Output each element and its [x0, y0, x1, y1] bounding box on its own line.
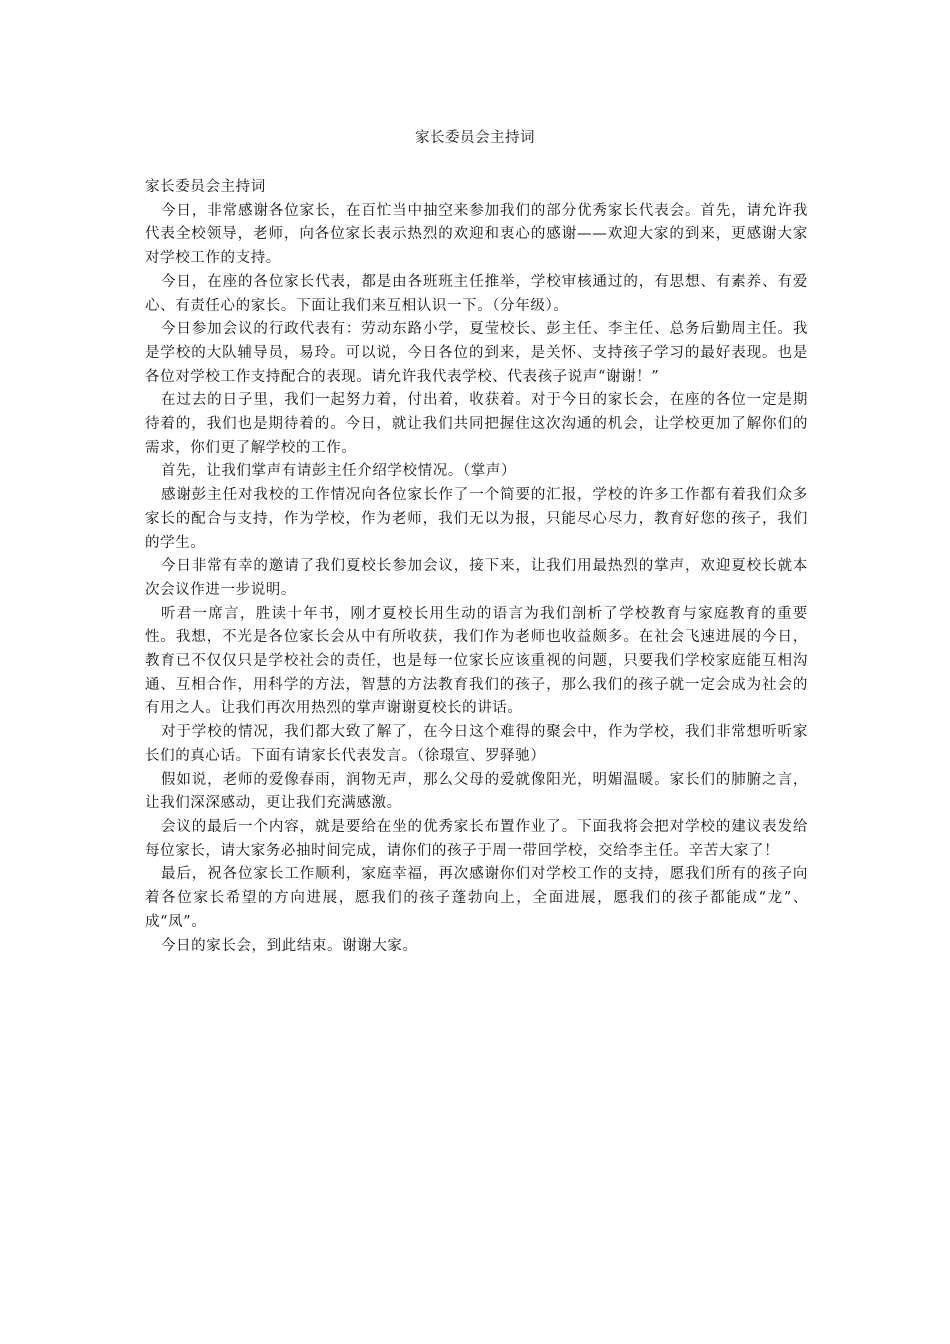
page-title: 家长委员会主持词	[415, 130, 535, 146]
paragraph: 假如说，老师的爱像春雨，润物无声，那么父母的爱就像阳光，明媚温暖。家长们的肺腑之言，让我们深深感动，更让我们充满感激。	[145, 771, 808, 812]
paragraph: 在过去的日子里，我们一起努力着，付出着，收获着。对于今日的家长会，在座的各位一定是期待着的，我们也是期待着的。今日，就让我们共同把握住这次沟通的机会，让学校更加了解你们的需求，你们更了解学校的工作。	[145, 392, 808, 456]
paragraph: 听君一席言，胜读十年书，刚才夏校长用生动的语言为我们剖析了学校教育与家庭教育的重要性。我想，不光是各位家长会从中有所收获，我们作为老师也收益颇多。在社会飞速进展的今日，教育已不仅仅只是学校社会的责任，也是每一位家长应该重视的问题，只要我们学校家庭能互相沟通、互相合作，用科学的方法，智慧的方法教育我们的孩子，那么我们的孩子就一定会成为社会的有用之人。让我们再次用热烈的掌声谢谢夏校长的讲话。	[145, 605, 808, 717]
paragraph: 最后，祝各位家长工作顺利，家庭幸福，再次感谢你们对学校工作的支持，愿我们所有的孩子向着各位家长希望的方向进展，愿我们的孩子蓬勃向上，全面进展，愿我们的孩子都能成“龙”、成“凤”。	[145, 866, 808, 930]
paragraph: 今日非常有幸的邀请了我们夏校长参加会议，接下来，让我们用最热烈的掌声，欢迎夏校长就本次会议作进一步说明。	[145, 558, 808, 598]
paragraph: 今日参加会议的行政代表有：劳动东路小学，夏莹校长、彭主任、李主任、总务后勤周主任。我是学校的大队辅导员，易玲。可以说，今日各位的到来，是关怀、支持孩子学习的最好表现。也是各位对学校工作支持配合的表现。请允许我代表学校、代表孩子说声“谢谢！”	[145, 321, 808, 385]
paragraph: 首先，让我们掌声有请彭主任介绍学校情况。（掌声）	[160, 463, 517, 480]
document-body	[145, 176, 808, 958]
paragraph: 今日的家长会，到此结束。谢谢大家。	[160, 937, 418, 954]
document-subtitle: 家长委员会主持词	[145, 179, 266, 195]
paragraph: 对于学校的情况，我们都大致了解了，在今日这个难得的聚会中，作为学校，我们非常想听听家长们的真心话。下面有请家长代表发言。（徐璟宣、罗驿驰）	[145, 724, 808, 764]
paragraph: 会议的最后一个内容，就是要给在坐的优秀家长布置作业了。下面我将会把对学校的建议表发给每位家长，请大家务必抽时间完成，请你们的孩子于周一带回学校，交给李主任。辛苦大家了！	[145, 818, 808, 859]
paragraph: 今日，在座的各位家长代表，都是由各班班主任推举，学校审核通过的，有思想、有素养、有爱心、有责任心的家长。下面让我们来互相认识一下。（分年级）。	[145, 273, 808, 314]
paragraph: 感谢彭主任对我校的工作情况向各位家长作了一个简要的汇报，学校的许多工作都有着我们众多家长的配合与支持，作为学校，作为老师，我们无以为报，只能尽心尽力，教育好您的孩子，我们的学生。	[145, 487, 808, 551]
paragraph: 今日，非常感谢各位家长，在百忙当中抽空来参加我们的部分优秀家长代表会。首先，请允许我代表全校领导，老师，向各位家长表示热烈的欢迎和衷心的感谢——欢迎大家的到来，更感谢大家对学校工作的支持。	[145, 202, 808, 267]
